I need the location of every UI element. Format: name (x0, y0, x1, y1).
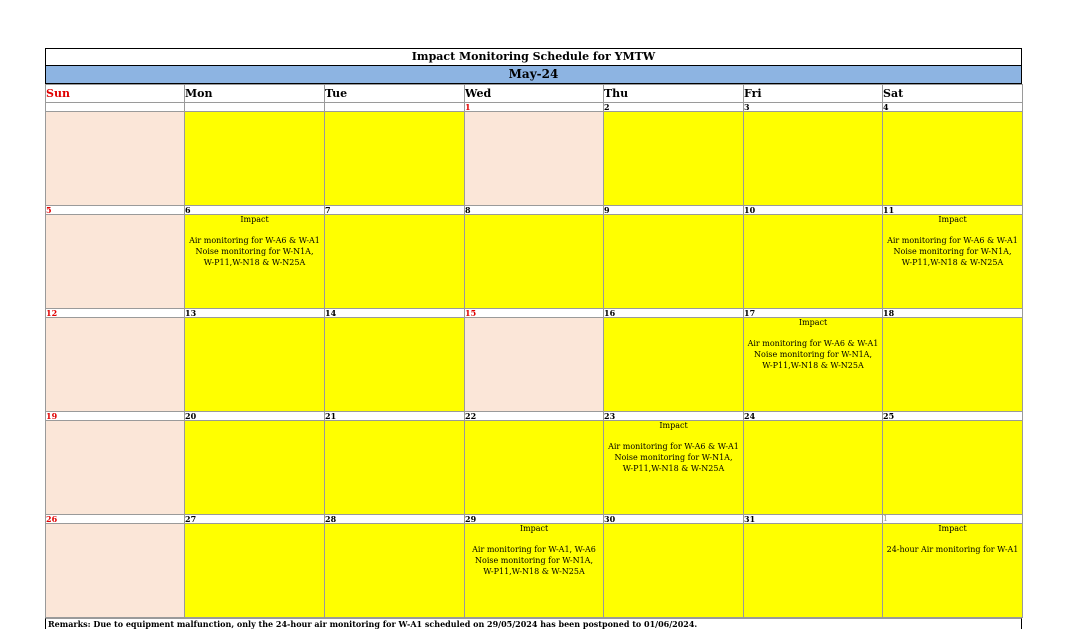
day-cell[interactable] (465, 421, 604, 515)
date-number: 28 (325, 515, 465, 524)
date-number: 9 (604, 206, 744, 215)
event-detail-line: Noise monitoring for W-N1A, (195, 247, 314, 257)
day-cell[interactable] (185, 421, 325, 515)
date-number: 22 (465, 412, 604, 421)
weekday-wed: Wed (465, 85, 604, 103)
week-3-dates (46, 309, 1023, 318)
date-number: 16 (604, 309, 744, 318)
date-number: 30 (604, 515, 744, 524)
spacer (883, 226, 1022, 237)
day-cell[interactable] (185, 318, 325, 412)
weekday-sun: Sun (46, 85, 185, 103)
month-header: May-24 (45, 65, 1022, 84)
date-number: 15 (465, 309, 604, 318)
day-cell[interactable] (465, 215, 604, 309)
day-cell[interactable] (883, 215, 1023, 309)
date-number: 19 (46, 412, 185, 421)
weekday-header-row (46, 85, 1023, 103)
day-cell[interactable] (744, 524, 883, 618)
weekday-mon: Mon (185, 85, 325, 103)
event-title: Impact (938, 215, 967, 224)
date-number: 12 (46, 309, 185, 318)
date-number: 5 (46, 206, 185, 215)
event-detail-line: Air monitoring for W-A6 & W-A1 (189, 236, 320, 246)
schedule-sheet (45, 48, 1022, 629)
date-number: 25 (883, 412, 1023, 421)
week-3-cells (46, 318, 1023, 412)
date-number: 14 (325, 309, 465, 318)
day-cell[interactable] (185, 215, 325, 309)
day-cell[interactable] (883, 421, 1023, 515)
week-5-cells (46, 524, 1023, 618)
event-detail-line: W-P11,W-N18 & W-N25A (762, 360, 864, 370)
date-number: 4 (883, 103, 1023, 112)
event-title: Impact (659, 421, 688, 430)
day-cell[interactable] (883, 318, 1023, 412)
week-4-cells (46, 421, 1023, 515)
day-cell[interactable] (744, 421, 883, 515)
day-cell[interactable] (46, 215, 185, 309)
day-cell[interactable] (325, 524, 465, 618)
day-cell[interactable] (604, 215, 744, 309)
weekday-thu: Thu (604, 85, 744, 103)
week-2-cells (46, 215, 1023, 309)
date-number: 3 (744, 103, 883, 112)
day-cell[interactable] (325, 215, 465, 309)
event-title: Impact (938, 524, 967, 533)
week-1-dates (46, 103, 1023, 112)
date-number: 1 (883, 515, 1023, 524)
date-number: 10 (744, 206, 883, 215)
week-1-cells (46, 112, 1023, 206)
remarks-note: Remarks: Due to equipment malfunction, only the 24-hour air monitoring for W-A1 scheduled on 29/05/2024 has been postponed to 01/06/2024. (45, 618, 1022, 629)
day-cell[interactable] (46, 318, 185, 412)
day-cell[interactable] (46, 524, 185, 618)
spacer (465, 535, 603, 546)
day-cell[interactable] (604, 318, 744, 412)
day-cell[interactable] (744, 215, 883, 309)
day-cell[interactable] (465, 112, 604, 206)
event-detail-line: Air monitoring for W-A6 & W-A1 (887, 236, 1018, 246)
event-detail-line: W-P11,W-N18 & W-N25A (203, 257, 306, 267)
event-detail-line: W-P11,W-N18 & W-N25A (622, 463, 725, 473)
date-number: 1 (465, 103, 604, 112)
day-cell[interactable] (604, 524, 744, 618)
event-detail-line: Noise monitoring for W-N1A, (614, 453, 733, 463)
day-cell[interactable] (46, 112, 185, 206)
calendar-grid (45, 84, 1023, 618)
event-detail-line: Noise monitoring for W-N1A, (754, 350, 872, 360)
weekday-fri: Fri (744, 85, 883, 103)
week-4-dates (46, 412, 1023, 421)
day-cell[interactable] (465, 318, 604, 412)
date-number: 20 (185, 412, 325, 421)
date-number: 27 (185, 515, 325, 524)
event-title: Impact (240, 215, 269, 224)
date-number (185, 103, 325, 112)
date-number: 26 (46, 515, 185, 524)
day-cell[interactable] (883, 112, 1023, 206)
day-cell[interactable] (883, 524, 1023, 618)
event-title: Impact (519, 524, 549, 533)
spacer (185, 226, 324, 237)
date-number: 6 (185, 206, 325, 215)
event-detail-line: Noise monitoring for W-N1A, (893, 247, 1012, 257)
day-cell[interactable] (185, 524, 325, 618)
schedule-title: Impact Monitoring Schedule for YMTW (45, 48, 1022, 65)
day-cell[interactable] (325, 421, 465, 515)
event-detail-line: Air monitoring for W-A1, W-A6 (472, 545, 596, 555)
date-number: 29 (465, 515, 604, 524)
date-number: 17 (744, 309, 883, 318)
date-number: 7 (325, 206, 465, 215)
date-number: 2 (604, 103, 744, 112)
date-number: 21 (325, 412, 465, 421)
event-detail-line: Air monitoring for W-A6 & W-A1 (608, 442, 739, 452)
date-number (325, 103, 465, 112)
spacer (604, 432, 743, 443)
event-detail-line: Noise monitoring for W-N1A, (475, 556, 593, 566)
event-detail-line: Air monitoring for W-A6 & W-A1 (747, 339, 879, 349)
weekday-sat: Sat (883, 85, 1023, 103)
weekday-tue: Tue (325, 85, 465, 103)
event-title: Impact (798, 318, 828, 327)
date-number: 24 (744, 412, 883, 421)
spacer (744, 329, 882, 340)
date-number: 31 (744, 515, 883, 524)
event-detail-line: W-P11,W-N18 & W-N25A (901, 257, 1004, 267)
day-cell[interactable] (325, 318, 465, 412)
day-cell[interactable] (325, 112, 465, 206)
day-cell[interactable] (604, 112, 744, 206)
day-cell[interactable] (185, 112, 325, 206)
date-number: 13 (185, 309, 325, 318)
day-cell[interactable] (744, 112, 883, 206)
day-cell[interactable] (744, 318, 883, 412)
day-cell[interactable] (465, 524, 604, 618)
day-cell[interactable] (604, 421, 744, 515)
date-number: 11 (883, 206, 1023, 215)
day-cell[interactable] (46, 421, 185, 515)
date-number: 8 (465, 206, 604, 215)
spacer (883, 535, 1022, 546)
week-5-dates (46, 515, 1023, 524)
week-2-dates (46, 206, 1023, 215)
event-detail-line: 24-hour Air monitoring for W-A1 (886, 545, 1019, 555)
date-number: 23 (604, 412, 744, 421)
date-number: 18 (883, 309, 1023, 318)
event-detail-line: W-P11,W-N18 & W-N25A (483, 566, 585, 576)
date-number (46, 103, 185, 112)
